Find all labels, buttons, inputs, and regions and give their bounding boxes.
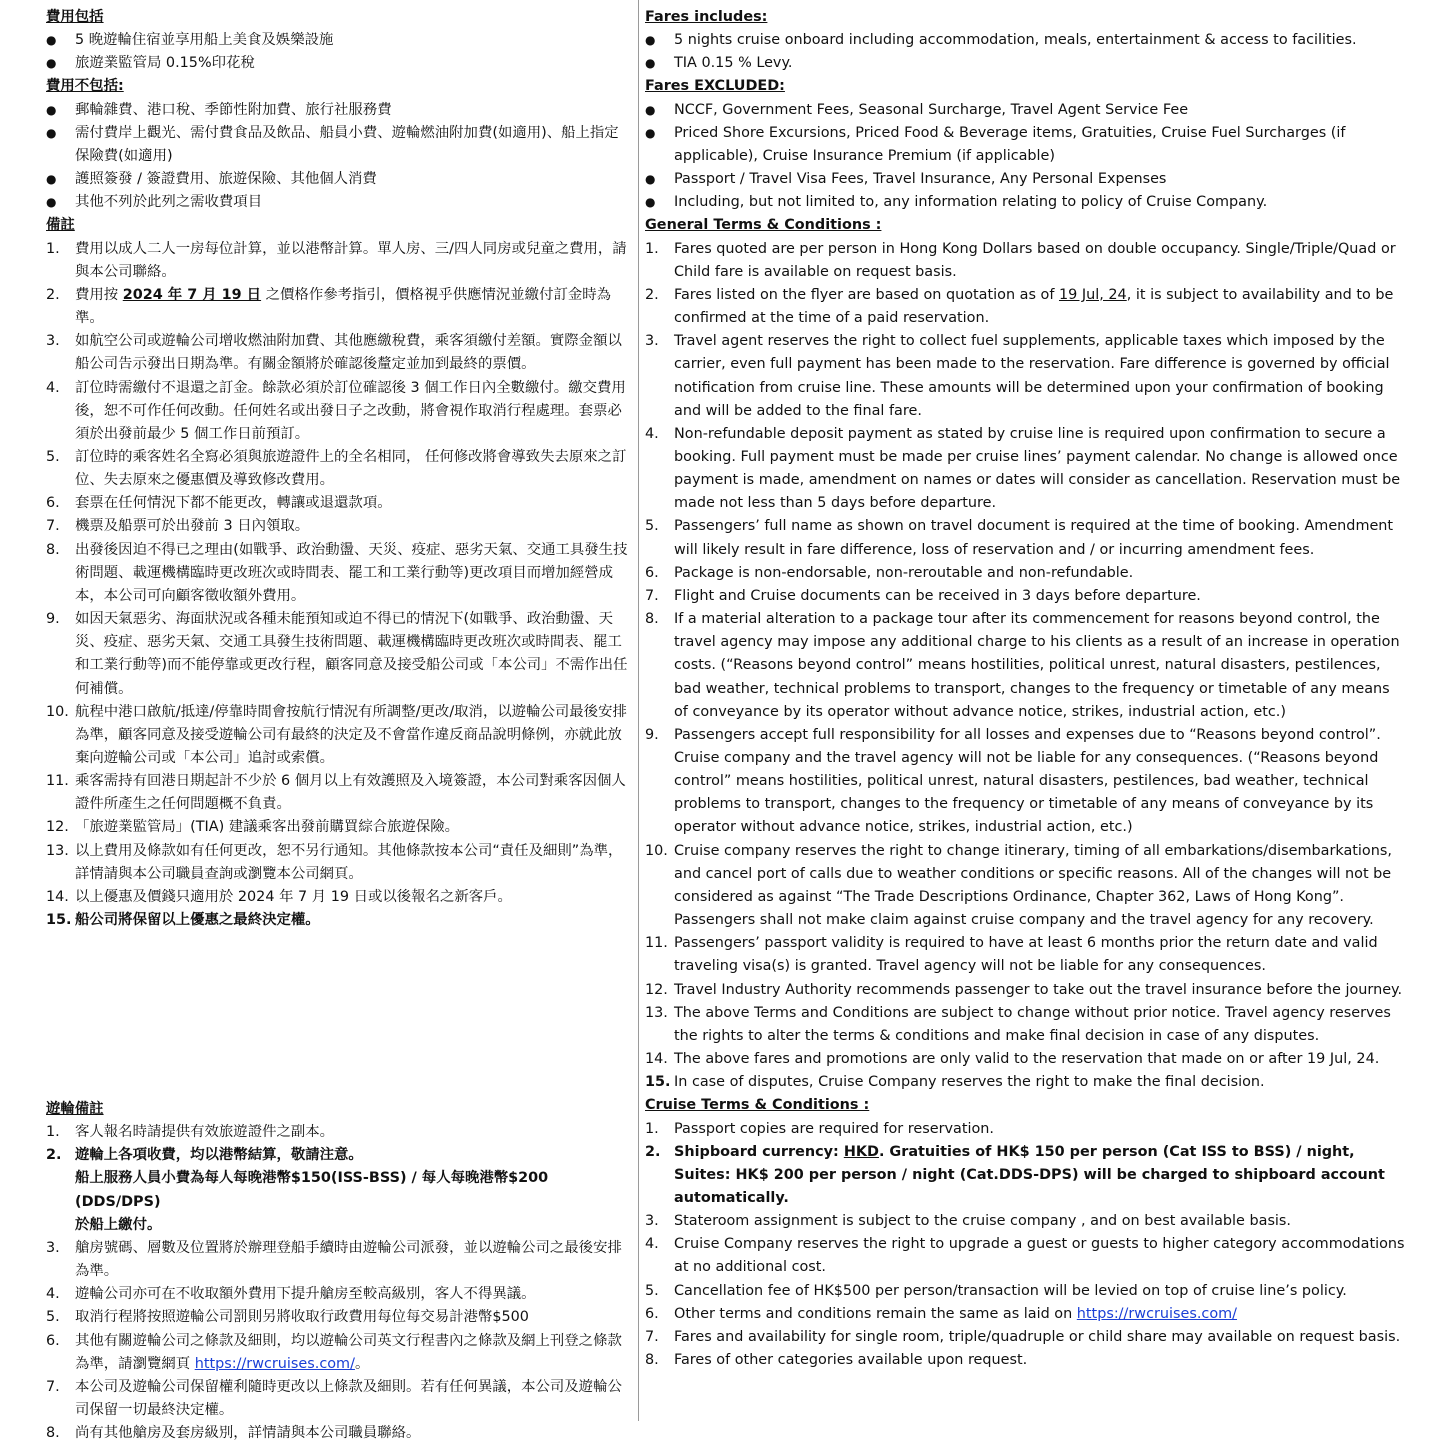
list-item: 15. In case of disputes, Cruise Company reserves the right to make the final decision. [645, 1074, 1265, 1091]
list-item: 1. Fares quoted are per person in Hong Kong Dollars based on double occupancy. Single/Triple/Quad or Child fare is available on request basis. [645, 240, 1396, 280]
list-item: ● 5 nights cruise onboard including accommodation, meals, entertainment & access to facilities. [645, 29, 1405, 52]
list-item: 1. 客人報名時請提供有效旅遊證件之副本。 [46, 1124, 335, 1141]
list-item: 14. 以上優惠及價錢只適用於 2024 年 7 月 19 日或以後報名之新客戶。 [46, 888, 512, 905]
list-item: 7. Fares and availability for single room, triple/quadruple or child share may available on request basis. [645, 1328, 1401, 1345]
list-item: 10. 航程中港口啟航/抵達/停靠時間會按航行情況有所調整/更改/取消，以遊輪公司最後安排為準，顧客同意及接受遊輪公司有最終的決定及不會當作違反商品說明條例，亦就此放棄向遊輪公司或「本公司」追討或索償。 [46, 703, 627, 766]
list-item: 3. Travel agent reserves the right to collect fuel supplements, applicable taxes which imposed by the carrier, even full payment has been made to the reservation. Fare difference is governed by official notification from cruise line. These amounts will be determined upon your confirmation of booking and will be added to the final fare. [645, 333, 1390, 419]
list-item: ● Including, but not limited to, any information relating to policy of Cruise Company. [645, 191, 1405, 214]
bullet-icon: ● [645, 125, 656, 140]
list-item: ● 郵輪雜費、港口稅、季節性附加費、旅行社服務費 [46, 99, 632, 122]
list-item: 8. 出發後因迫不得已之理由(如戰爭、政治動盪、天災、疫症、惡劣天氣、交通工具發生技術問題、載運機構臨時更改班次或時間表、罷工和工業行動等)更改項目而增加經營成本，本公司可向顧客徵收額外費用。 [46, 541, 628, 604]
list-item: ● 旅遊業監管局 0.15%印花稅 [46, 52, 632, 75]
list-item: ● 需付費岸上觀光、需付費食品及飲品、船員小費、遊輪燃油附加費(如適用)、船上指定保險費(如適用) [46, 122, 632, 168]
list-item: 12. Travel Industry Authority recommends passenger to take out the travel insurance before the journey. [645, 981, 1403, 998]
list-item: 2. Shipboard currency: HKD. Gratuities of HK$ 150 per person (Cat ISS to BSS) / night, Suites: HK$ 200 per person / night (Cat.DDS-DPS) will be charged to shipboard account automatically. [645, 1143, 1385, 1206]
bullet-icon: ● [645, 195, 656, 210]
list-item: ● 5 晚遊輪住宿並享用船上美食及娛樂設施 [46, 29, 632, 52]
list-item: 8. Fares of other categories available upon request. [645, 1352, 1028, 1369]
price-date: 2024 年 7 月 19 日 [122, 286, 262, 303]
list-item: 13. 以上費用及條款如有任何更改，恕不另行通知。其他條款按本公司“責任及細則”為準，詳情請與本公司職員查詢或瀏覽本公司網頁。 [46, 842, 623, 882]
list-item: 5. Cancellation fee of HK$500 per person/transaction will be levied on top of cruise line’s policy. [645, 1282, 1347, 1299]
bullet-icon: ● [645, 172, 656, 187]
excludes-heading: 費用不包括: [46, 78, 124, 95]
list-item: 2. 費用按 2024 年 7 月 19 日 之價格作參考指引，價格視乎供應情況並繳付訂金時為準。 [46, 286, 612, 327]
remarks-heading: 備註 [46, 217, 75, 234]
list-item: 7. 機票及船票可於出發前 3 日內領取。 [46, 518, 310, 535]
list-item: ● TIA 0.15 % Levy. [645, 52, 1405, 75]
rwcruises-link[interactable]: https://rwcruises.com/ [194, 1355, 355, 1372]
list-item: 14. The above fares and promotions are only valid to the reservation that made on or after 19 Jul, 24. [645, 1051, 1380, 1068]
bullet-icon: ● [645, 102, 656, 117]
list-item: 3. Stateroom assignment is subject to the cruise company , and on best available basis. [645, 1213, 1292, 1230]
bullet-icon: ● [645, 33, 656, 48]
list-item: 11. 乘客需持有回港日期起計不少於 6 個月以上有效護照及入境簽證，本公司對乘客因個人證件所產生之任何問題概不負責。 [46, 773, 626, 813]
list-item: 9. 如因天氣惡劣、海面狀況或各種未能預知或迫不得已的情況下(如戰爭、政治動盪、天災、疫症、惡劣天氣、交通工具發生技術問題、載運機構臨時更改班次或時間表、罷工和工業行動等)而不能停靠或更改行程，顧客同意及接受船公司或「本公司」不需作出任何補償。 [46, 611, 628, 697]
cruise-remarks-heading: 遊輪備註 [46, 1101, 104, 1117]
list-item: 4. 訂位時需繳付不退還之訂金。餘款必須於訂位確認後 3 個工作日內全數繳付。繳交費用後，恕不可作任何改動。任何姓名或出發日子之改動，將會視作取消行程處理。套票必須於出發前最少 5 個工作日前預訂。 [46, 379, 626, 442]
list-item: 1. Passport copies are required for reservation. [645, 1120, 994, 1137]
list-item: ● Priced Shore Excursions, Priced Food & Beverage items, Gratuities, Cruise Fuel Surcharges (if applicable), Cruise Insurance Premium (if applicable) [645, 122, 1405, 168]
general-terms-heading: General Terms & Conditions : [645, 217, 882, 234]
list-item: 7. 本公司及遊輪公司保留權利隨時更改以上條款及細則。若有任何異議，本公司及遊輪公司保留一切最終決定權。 [46, 1378, 622, 1419]
bullet-icon: ● [46, 172, 57, 187]
list-item: ● 其他不列於此列之需收費項目 [46, 191, 632, 214]
list-item: 8. If a material alteration to a package tour after its commencement for reasons beyond control, the travel agency may impose any additional charge to his clients as a result of an increase in operation costs. (“Reasons beyond control” means hostilities, political unrest, natural disasters, pestilences, bad weather, technical problems to transport, changes to the frequency or timetable of any means of conveyance by its operator without advance notice, strikes, industrial action, etc.) [645, 611, 1400, 720]
list-item: 15. 船公司將保留以上優惠之最終決定權。 [46, 912, 320, 929]
list-item: 6. Other terms and conditions remain the same as laid on https://rwcruises.com/ [645, 1305, 1238, 1322]
list-item: 9. Passengers accept full responsibility for all losses and expenses due to “Reasons beyond control”. Cruise company and the travel agency will not be liable for any consequences. (“Reasons beyond control” means hostilities, political unrest, natural disasters, pestilences, bad weather, technical problems to transport, changes to the frequency or timetable of any means of conveyance by its operator without advance notice, strikes, industrial action, etc.) [645, 726, 1381, 836]
bullet-icon: ● [46, 33, 57, 48]
list-item: 3. 艙房號碼、層數及位置將於辦理登船手續時由遊輪公司派發，並以遊輪公司之最後安排為準。 [46, 1239, 622, 1280]
price-date: 19 Jul, 24 [1058, 286, 1127, 303]
list-item: 3. 如航空公司或遊輪公司增收燃油附加費、其他應繳稅費，乘客須繳付差額。實際金額以船公司告示發出日期為準。有關金額將於確認後釐定並加到最終的票價。 [46, 333, 622, 373]
bullet-icon: ● [46, 195, 57, 210]
list-item: 4. Cruise Company reserves the right to upgrade a guest or guests to higher category accommodations at no additional cost. [645, 1236, 1405, 1276]
list-item: 6. Package is non-endorsable, non-reroutable and non-refundable. [645, 564, 1134, 581]
list-item: 13. The above Terms and Conditions are subject to change without prior notice. Travel agency reserves the rights to alter the terms & conditions and make final decision in case of any disputes. [645, 1004, 1391, 1044]
rwcruises-link[interactable]: https://rwcruises.com/ [1076, 1305, 1238, 1322]
list-item: 1. 費用以成人二人一房每位計算，並以港幣計算。單人房、三/四人同房或兒童之費用，請與本公司聯絡。 [46, 240, 627, 280]
english-column [645, 6, 1405, 1372]
bullet-icon: ● [46, 125, 57, 140]
column-divider [638, 0, 639, 1421]
list-item: 10. Cruise company reserves the right to change itinerary, timing of all embarkations/disembarkations, and cancel port of calls due to weather conditions or specific reasons. All of the changes will not be considered as against “The Trade Descriptions Ordinance, Chapter 362, Laws of Hong Kong”. Passengers shall not make claim against cruise company and the travel agency for any recovery. [645, 842, 1392, 929]
list-item: 5. 取消行程將按照遊輪公司罰則另將收取行政費用每位每交易計港幣$500 [46, 1309, 529, 1326]
list-item: ● 護照簽發 / 簽證費用、旅遊保險、其他個人消費 [46, 168, 632, 191]
list-item: 4. 遊輪公司亦可在不收取額外費用下提升艙房至較高級別，客人不得異議。 [46, 1286, 536, 1303]
list-item: 11. Passengers’ passport validity is required to have at least 6 months prior the return date and valid traveling visa(s) is granted. Travel agency will not be liable for any consequences. [645, 935, 1378, 975]
list-item: 8. 尚有其他艙房及套房級別，詳情請與本公司職員聯絡。 [46, 1425, 421, 1442]
list-item: 4. Non-refundable deposit payment as stated by cruise line is required upon confirmation to secure a booking. Full payment must be made per cruise lines’ payment calendar. No change is allowed once payment is made, amendment on names or dates will consider as cancellation. Reservation must be made not less than 5 days before departure. [645, 425, 1401, 512]
currency-label: HKD [843, 1143, 879, 1160]
list-item: 6. 其他有關遊輪公司之條款及細則，均以遊輪公司英文行程書內之條款及網上刊登之條款為準，請瀏覽網頁 https://rwcruises.com/。 [46, 1332, 622, 1372]
bullet-icon: ● [46, 56, 57, 71]
list-item: 5. 訂位時的乘客姓名全寫必須與旅遊證件上的全名相同， 任何修改將會導致失去原來之訂位、失去原來之優惠價及導致修改費用。 [46, 448, 627, 489]
list-item: 5. Passengers’ full name as shown on travel document is required at the time of booking. Amendment will likely result in fare difference, loss of reservation and / or incurring amendment fees. [645, 518, 1394, 558]
chinese-column [46, 6, 632, 1442]
list-item: 7. Flight and Cruise documents can be received in 3 days before departure. [645, 587, 1201, 604]
list-item: ● Passport / Travel Visa Fees, Travel Insurance, Any Personal Expenses [645, 168, 1405, 191]
includes-heading: 費用包括 [46, 9, 104, 25]
list-item: 2. 遊輪上各項收費，均以港幣結算，敬請注意。 船上服務人員小費為每人每晚港幣$150(ISS-BSS) / 每人每晚港幣$200 (DDS/DPS) 於船上繳付。 [46, 1147, 549, 1233]
cruise-terms-heading: Cruise Terms & Conditions : [645, 1097, 870, 1114]
bullet-icon: ● [645, 56, 656, 71]
bullet-icon: ● [46, 102, 57, 117]
list-item: 2. Fares listed on the flyer are based on quotation as of 19 Jul, 24, it is subject to availability and to be confirmed at the time of a paid reservation. [645, 286, 1394, 327]
cruise-remarks-section [46, 1098, 632, 1445]
list-item: 6. 套票在任何情況下都不能更改，轉讓或退還款項。 [46, 495, 392, 512]
excludes-heading: Fares EXCLUDED: [645, 78, 785, 95]
list-item: ● NCCF, Government Fees, Seasonal Surcharge, Travel Agent Service Fee [645, 99, 1405, 122]
includes-heading: Fares includes: [645, 9, 768, 25]
list-item: 12. 「旅遊業監管局」(TIA) 建議乘客出發前購買綜合旅遊保險。 [46, 819, 460, 836]
